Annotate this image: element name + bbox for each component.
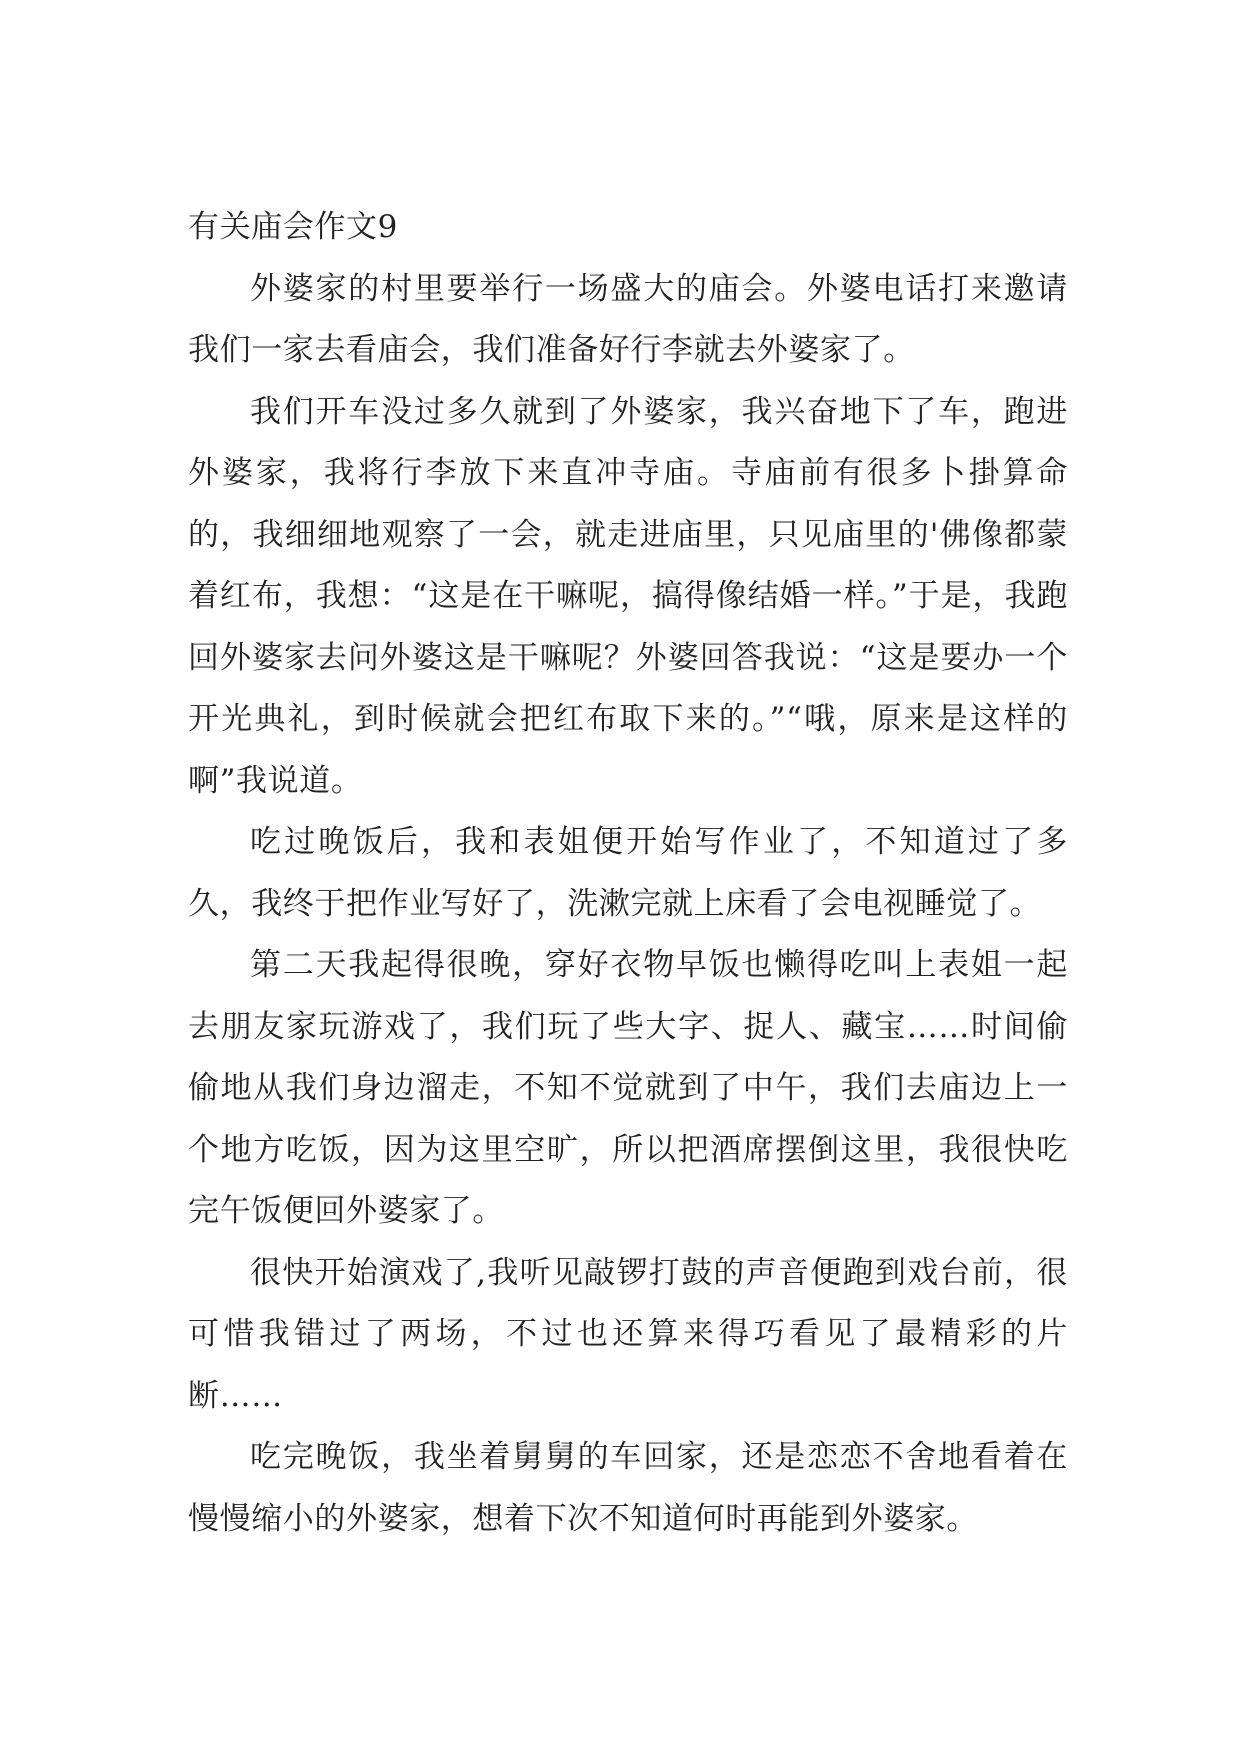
paragraph-1: 外婆家的村里要举行一场盛大的庙会。外婆电话打来邀请我们一家去看庙会，我们准备好行李就去外婆家了。 [188, 270, 1068, 368]
paragraph-3: 吃过晚饭后，我和表姐便开始写作业了，不知道过了多久，我终于把作业写好了，洗漱完就上床看了会电视睡觉了。 [188, 824, 1068, 922]
paragraph-6: 吃完晚饭，我坐着舅舅的车回家，还是恋恋不舍地看着在慢慢缩小的外婆家，想着下次不知道何时再能到外婆家。 [188, 1439, 1068, 1537]
paragraph-2: 我们开车没过多久就到了外婆家，我兴奋地下了车，跑进外婆家，我将行李放下来直冲寺庙。寺庙前有很多卜掛算命的，我细细地观察了一会，就走进庙里，只见庙里的'佛像都蒙着红布，我想：“这是在干嘛呢，搞得像结婚一样。”于是，我跑回外婆家去问外婆这是干嘛呢？外婆回答我说：“这是要办一个开光典礼，到时候就会把红布取下来的。”“哦，原来是这样的啊”我说道。 [188, 393, 1068, 799]
paragraph-5: 很快开始演戏了,我听见敲锣打鼓的声音便跑到戏台前，很可惜我错过了两场，不过也还算来得巧看见了最精彩的片断…… [188, 1254, 1068, 1414]
document-title: 有关庙会作文9 [188, 209, 398, 245]
document-body [188, 197, 1068, 1550]
paragraph-4: 第二天我起得很晚，穿好衣物早饭也懒得吃叫上表姐一起去朋友家玩游戏了，我们玩了些大字、捉人、藏宝……时间偷偷地从我们身边溜走，不知不觉就到了中午，我们去庙边上一个地方吃饭，因为这里空旷，所以把酒席摆倒这里，我很快吃完午饭便回外婆家了。 [188, 947, 1068, 1229]
